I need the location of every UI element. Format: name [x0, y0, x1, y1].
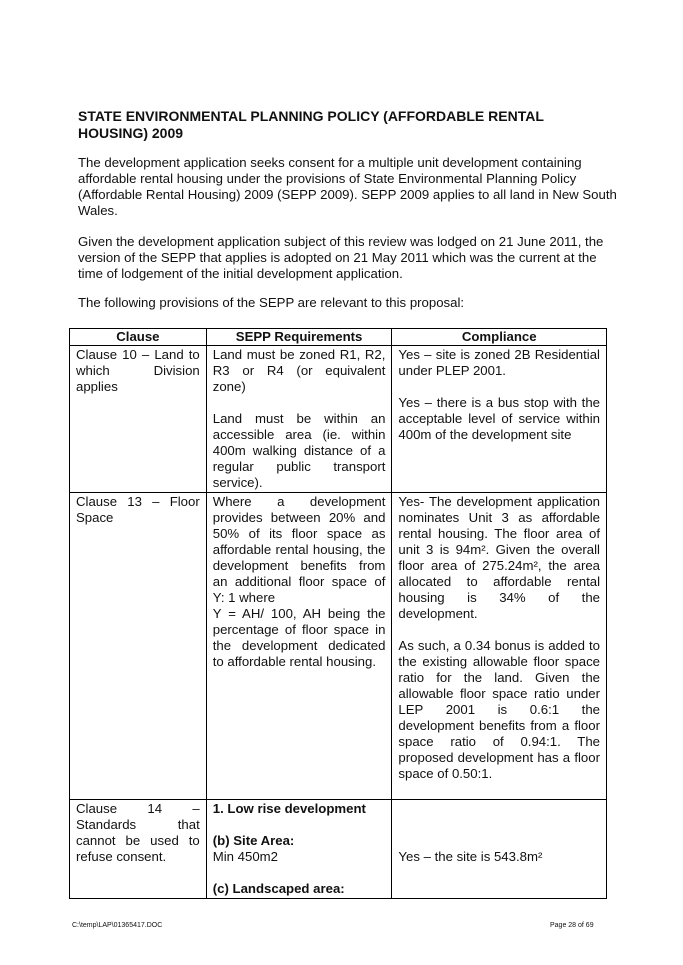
clause-cell: Clause 10 – Land to which Division applies: [70, 346, 207, 493]
landscaped-area-title: (c) Landscaped area:: [212, 881, 345, 896]
provisions-paragraph: The following provisions of the SEPP are relevant to this proposal:: [78, 295, 465, 310]
header-requirements: SEPP Requirements: [206, 329, 392, 346]
compliance-text: As such, a 0.34 bonus is added to the existing allowable floor space ratio for the land. Given the allowable floor space ratio under LEP 2001 is 0.6:1 the development benefits from a floor space ratio of 0.94:1. The proposed development has a floor space of 0.50:1.: [398, 638, 600, 781]
requirements-cell: [206, 493, 392, 800]
requirement-text: Y = AH/ 100, AH being the percentage of floor space in the development dedicated to affordable rental housing.: [212, 606, 386, 669]
compliance-cell: [392, 346, 607, 493]
compliance-text: Yes- The development application nominates Unit 3 as affordable rental housing. The floor area of unit 3 is 94m². Given the overall floor area of 275.24m², the area allocated to affordable rental housing is 34% of the development.: [398, 494, 600, 621]
requirements-cell: [206, 346, 392, 493]
footer-file-path: C:\temp\LAP\01365417.DOC: [72, 922, 163, 929]
table-header-row: [70, 329, 607, 346]
section-heading: STATE ENVIRONMENTAL PLANNING POLICY (AFFORDABLE RENTAL HOUSING) 2009: [78, 108, 544, 141]
compliance-cell: [392, 800, 607, 899]
table-row: [70, 346, 607, 493]
sepp-compliance-table: [69, 328, 607, 899]
requirements-cell: [206, 800, 392, 899]
site-area-title: (b) Site Area:: [212, 833, 295, 848]
requirement-section-title: 1. Low rise development: [212, 801, 366, 816]
requirement-text: Land must be within an accessible area (ie. within 400m walking distance of a regular public transport service).: [212, 411, 386, 490]
requirement-text: Where a development provides between 20% and 50% of its floor space as affordable rental housing, the development benefits from an additional floor space of Y: 1 where: [212, 494, 386, 605]
clause-cell: Clause 13 – Floor Space: [70, 493, 207, 800]
compliance-text: Yes – the site is 543.8m²: [398, 849, 543, 864]
table-row: [70, 800, 607, 899]
compliance-cell: [392, 493, 607, 800]
lodgement-paragraph: Given the development application subject of this review was lodged on 21 June 2011, the version of the SEPP that applies is adopted on 21 May 2011 which was the current at the time of lodgement of the initial development application.: [78, 234, 604, 281]
compliance-text: Yes – site is zoned 2B Residential under PLEP 2001.: [398, 347, 600, 378]
header-clause: Clause: [70, 329, 207, 346]
requirement-text: Land must be zoned R1, R2, R3 or R4 (or equivalent zone): [212, 347, 386, 394]
compliance-text: Yes – there is a bus stop with the acceptable level of service within 400m of the development site: [398, 395, 600, 442]
clause-cell: Clause 14 – Standards that cannot be used to refuse consent.: [70, 800, 207, 899]
site-area-value: Min 450m2: [212, 849, 278, 864]
table-row: [70, 493, 607, 800]
footer-page-number: Page 28 of 69: [550, 922, 594, 929]
header-compliance: Compliance: [392, 329, 607, 346]
intro-paragraph: The development application seeks consent for a multiple unit development containing affordable rental housing under the provisions of State Environmental Planning Policy (Affordable Rental Housing) 2009 (SEPP 2009). SEPP 2009 applies to all land in New South Wales.: [78, 155, 617, 218]
